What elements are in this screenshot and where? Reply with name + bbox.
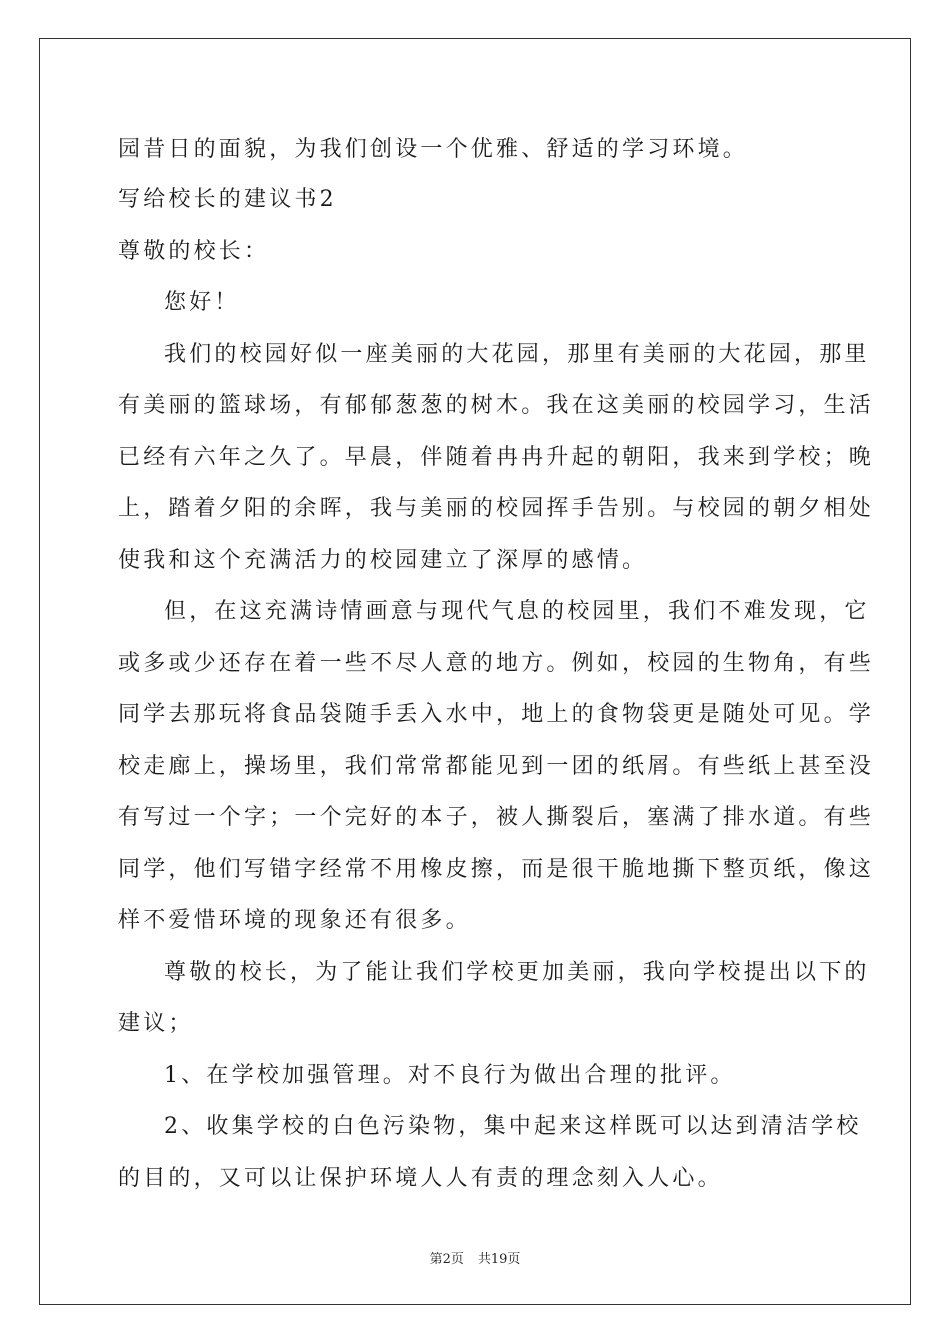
text-line: 建议； (118, 1011, 194, 1036)
text-line: 尊敬的校长，为了能让我们学校更加美丽，我向学校提出以下的 (164, 959, 870, 985)
list-item: 1、在学校加强管理。对不良行为做出合理的批评。 (164, 1062, 736, 1088)
greeting: 您好！ (164, 290, 240, 315)
text-line: 已经有六年之久了。早晨，伴随着冉冉升起的朝阳，我来到学校；晚 (118, 444, 875, 470)
page-number: 第2页 (429, 1252, 464, 1267)
letter-title: 写给校长的建议书2 (118, 187, 337, 212)
text-line: 或多或少还存在着一些不尽人意的地方。例如，校园的生物角，有些 (118, 650, 875, 676)
text-line: 上，踏着夕阳的余晖，我与美丽的校园挥手告别。与校园的朝夕相处 (118, 496, 875, 521)
text-line: 园昔日的面貌，为我们创设一个优雅、舒适的学习环境。 (118, 137, 749, 162)
text-line: 有写过一个字；一个完好的本子，被人撕裂后，塞满了排水道。有些 (118, 805, 875, 830)
list-item: 2、收集学校的白色污染物，集中起来这样既可以达到清洁学校 (164, 1114, 862, 1139)
text-line: 样不爱惜环境的现象还有很多。 (118, 908, 471, 933)
text-line: 使我和这个充满活力的校园建立了深厚的感情。 (118, 547, 648, 573)
page-total: 共19页 (477, 1252, 521, 1267)
text-line: 同学，他们写错字经常不用橡皮擦，而是很干脆地撕下整页纸，像这 (118, 856, 875, 882)
text-line: 的目的，又可以让保护环境人人有责的理念刻入人心。 (118, 1165, 723, 1191)
page-footer (0, 1248, 950, 1267)
document-body (118, 126, 875, 1204)
text-line: 有美丽的篮球场，有郁郁葱葱的树木。我在这美丽的校园学习，生活 (118, 393, 875, 418)
text-line: 同学去那玩将食品袋随手丢入水中，地上的食物袋更是随处可见。学 (118, 702, 875, 727)
text-line: 我们的校园好似一座美丽的大花园，那里有美丽的大花园，那里 (164, 341, 870, 367)
text-line: 但，在这充满诗情画意与现代气息的校园里，我们不难发现，它 (164, 599, 870, 624)
salutation: 尊敬的校长： (118, 238, 270, 264)
text-line: 校走廊上，操场里，我们常常都能见到一团的纸屑。有些纸上甚至没 (118, 753, 875, 779)
